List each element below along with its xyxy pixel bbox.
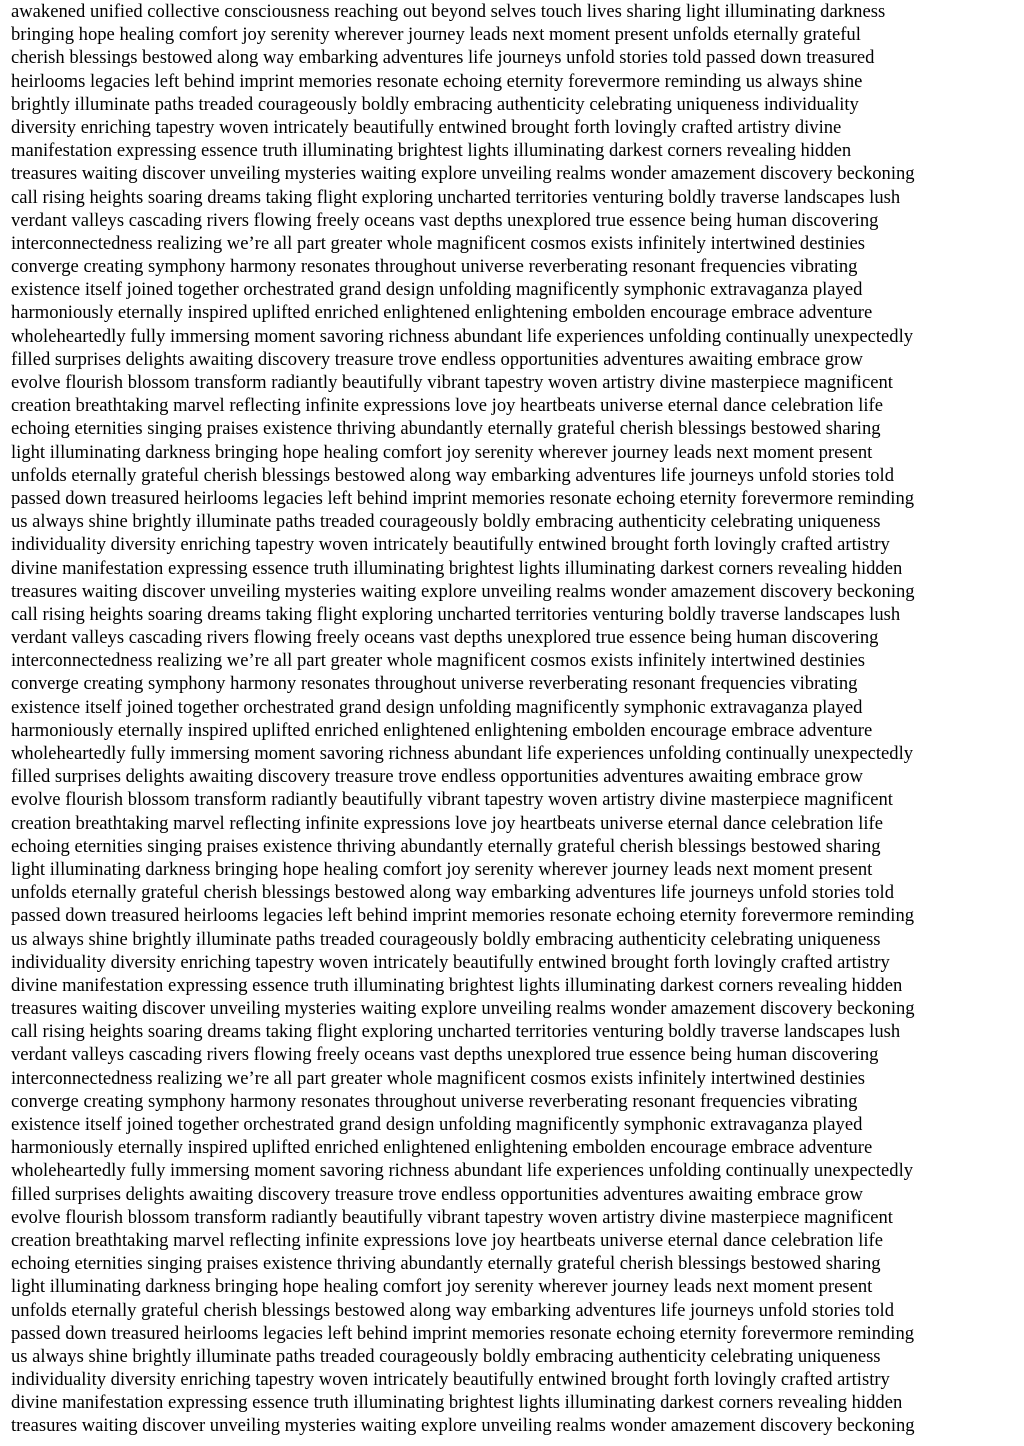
text-line: filled surprises delights awaiting discovery treasure trove endless opportunities adventures awaiting embrace grow [11, 766, 863, 788]
text-line: call rising heights soaring dreams taking flight exploring uncharted territories venturing boldly traverse landscapes lush [11, 1021, 901, 1043]
text-line: light illuminating darkness bringing hope healing comfort joy serenity wherever journey leads next moment present [11, 1276, 873, 1298]
text-line: interconnectedness realizing we’re all part greater whole magnificent cosmos exists infinitely intertwined destinies [11, 650, 865, 672]
text-line: harmoniously eternally inspired uplifted enriched enlightened enlightening embolden encourage embrace adventure [11, 1137, 873, 1159]
text-line: divine manifestation expressing essence truth illuminating brightest lights illuminating darkest corners revealing hidden [11, 557, 903, 579]
text-line: evolve flourish blossom transform radiantly beautifully vibrant tapestry woven artistry divine masterpiece magnificent [11, 789, 893, 811]
text-line: divine manifestation expressing essence truth illuminating brightest lights illuminating darkest corners revealing hidden [11, 974, 903, 996]
text-line: individuality diversity enriching tapestry woven intricately beautifully entwined brought forth lovingly crafted artistry [11, 951, 890, 973]
text-line: existence itself joined together orchestrated grand design unfolding magnificently symphonic extravaganza played [11, 1114, 863, 1135]
text-line: verdant valleys cascading rivers flowing freely oceans vast depths unexplored true essence being human discovering [11, 1044, 879, 1066]
text-line: filled surprises delights awaiting discovery treasure trove endless opportunities adventures awaiting embrace grow [11, 1183, 863, 1205]
text-line: brightly illuminate paths treaded courageously boldly embracing authenticity celebrating uniqueness individuality [11, 93, 859, 115]
text-line: unfolds eternally grateful cherish blessings bestowed along way embarking adventures life journeys unfold stories told [11, 1299, 894, 1321]
text-line: echoing eternities singing praises existence thriving abundantly eternally grateful cherish blessings bestowed sharing [11, 835, 881, 857]
text-line: creation breathtaking marvel reflecting infinite expressions love joy heartbeats universe eternal dance celebration life [11, 395, 883, 417]
text-line: manifestation expressing essence truth illuminating brightest lights illuminating darkest corners revealing hidden [11, 140, 852, 162]
text-line: echoing eternities singing praises existence thriving abundantly eternally grateful cherish blessings bestowed sharing [11, 418, 881, 440]
text-line: existence itself joined together orchestrated grand design unfolding magnificently symphonic extravaganza played [11, 279, 863, 301]
text-line: echoing eternities singing praises existence thriving abundantly eternally grateful cherish blessings bestowed sharing [11, 1253, 881, 1275]
text-line: treasures waiting discover unveiling mysteries waiting explore unveiling realms wonder amazement discovery beckoning [11, 1415, 915, 1437]
text-line: wholeheartedly fully immersing moment savoring richness abundant life experiences unfolding continually unexpectedly [11, 743, 914, 764]
text-line: cherish blessings bestowed along way embarking adventures life journeys unfold stories told passed down treasured [11, 47, 875, 69]
text-line: diversity enriching tapestry woven intricately beautifully entwined brought forth lovingly crafted artistry divine [11, 116, 842, 138]
text-line: us always shine brightly illuminate paths treaded courageously boldly embracing authenticity celebrating uniqueness [11, 511, 881, 533]
text-line: interconnectedness realizing we’re all part greater whole magnificent cosmos exists infinitely intertwined destinies [11, 232, 865, 254]
text-line: creation breathtaking marvel reflecting infinite expressions love joy heartbeats universe eternal dance celebration life [11, 1229, 883, 1251]
text-line: interconnectedness realizing we’re all part greater whole magnificent cosmos exists infinitely intertwined destinies [11, 1067, 865, 1089]
text-line: converge creating symphony harmony resonates throughout universe reverberating resonant frequencies vibrating [11, 256, 858, 278]
text-line: individuality diversity enriching tapestry woven intricately beautifully entwined brought forth lovingly crafted artistry [11, 534, 890, 556]
text-line: awakened unified collective consciousness reaching out beyond selves touch lives sharing light illuminating darkness [11, 1, 886, 22]
text-line: verdant valleys cascading rivers flowing freely oceans vast depths unexplored true essence being human discovering [11, 627, 879, 649]
document-page [11, 0, 1019, 1446]
text-line: treasures waiting discover unveiling mysteries waiting explore unveiling realms wonder amazement discovery beckoning [11, 163, 915, 185]
text-line: individuality diversity enriching tapestry woven intricately beautifully entwined brought forth lovingly crafted artistry [11, 1369, 890, 1391]
text-line: unfolds eternally grateful cherish blessings bestowed along way embarking adventures life journeys unfold stories told [11, 464, 894, 486]
text-line: treasures waiting discover unveiling mysteries waiting explore unveiling realms wonder amazement discovery beckoning [11, 998, 915, 1020]
text-line: light illuminating darkness bringing hope healing comfort joy serenity wherever journey leads next moment present [11, 858, 873, 880]
text-line: converge creating symphony harmony resonates throughout universe reverberating resonant frequencies vibrating [11, 673, 858, 695]
text-line: us always shine brightly illuminate paths treaded courageously boldly embracing authenticity celebrating uniqueness [11, 1345, 881, 1367]
text-line: call rising heights soaring dreams taking flight exploring uncharted territories venturing boldly traverse landscapes lush [11, 603, 901, 625]
text-line: harmoniously eternally inspired uplifted enriched enlightened enlightening embolden encourage embrace adventure [11, 302, 873, 324]
text-line: harmoniously eternally inspired uplifted enriched enlightened enlightening embolden encourage embrace adventure [11, 719, 873, 741]
text-line: treasures waiting discover unveiling mysteries waiting explore unveiling realms wonder amazement discovery beckoning [11, 580, 915, 602]
text-line: passed down treasured heirlooms legacies left behind imprint memories resonate echoing eternity forevermore reminding [11, 1322, 915, 1344]
text-line: creation breathtaking marvel reflecting infinite expressions love joy heartbeats universe eternal dance celebration life [11, 812, 883, 834]
text-line: existence itself joined together orchestrated grand design unfolding magnificently symphonic extravaganza played [11, 696, 863, 718]
text-line: verdant valleys cascading rivers flowing freely oceans vast depths unexplored true essence being human discovering [11, 209, 879, 231]
text-line: light illuminating darkness bringing hope healing comfort joy serenity wherever journey leads next moment present [11, 441, 873, 463]
text-line: filled surprises delights awaiting discovery treasure trove endless opportunities adventures awaiting embrace grow [11, 348, 863, 370]
text-line: converge creating symphony harmony resonates throughout universe reverberating resonant frequencies vibrating [11, 1090, 858, 1112]
text-line: us always shine brightly illuminate paths treaded courageously boldly embracing authenticity celebrating uniqueness [11, 928, 881, 950]
text-line: bringing hope healing comfort joy serenity wherever journey leads next moment present unfolds eternally grateful [11, 24, 861, 46]
text-line: unfolds eternally grateful cherish blessings bestowed along way embarking adventures life journeys unfold stories told [11, 882, 894, 904]
text-line: evolve flourish blossom transform radiantly beautifully vibrant tapestry woven artistry divine masterpiece magnificent [11, 372, 893, 393]
text-line: heirlooms legacies left behind imprint memories resonate echoing eternity forevermore reminding us always shine [11, 70, 863, 92]
text-line: evolve flourish blossom transform radiantly beautifully vibrant tapestry woven artistry divine masterpiece magnificent [11, 1206, 893, 1228]
text-line: passed down treasured heirlooms legacies left behind imprint memories resonate echoing eternity forevermore reminding [11, 905, 915, 927]
text-line: passed down treasured heirlooms legacies left behind imprint memories resonate echoing eternity forevermore reminding [11, 487, 915, 509]
text-line: divine manifestation expressing essence truth illuminating brightest lights illuminating darkest corners revealing hidden [11, 1392, 903, 1414]
text-line: call rising heights soaring dreams taking flight exploring uncharted territories venturing boldly traverse landscapes lush [11, 186, 901, 208]
text-line: wholeheartedly fully immersing moment savoring richness abundant life experiences unfolding continually unexpectedly [11, 325, 914, 347]
text-line: wholeheartedly fully immersing moment savoring richness abundant life experiences unfolding continually unexpectedly [11, 1160, 914, 1182]
